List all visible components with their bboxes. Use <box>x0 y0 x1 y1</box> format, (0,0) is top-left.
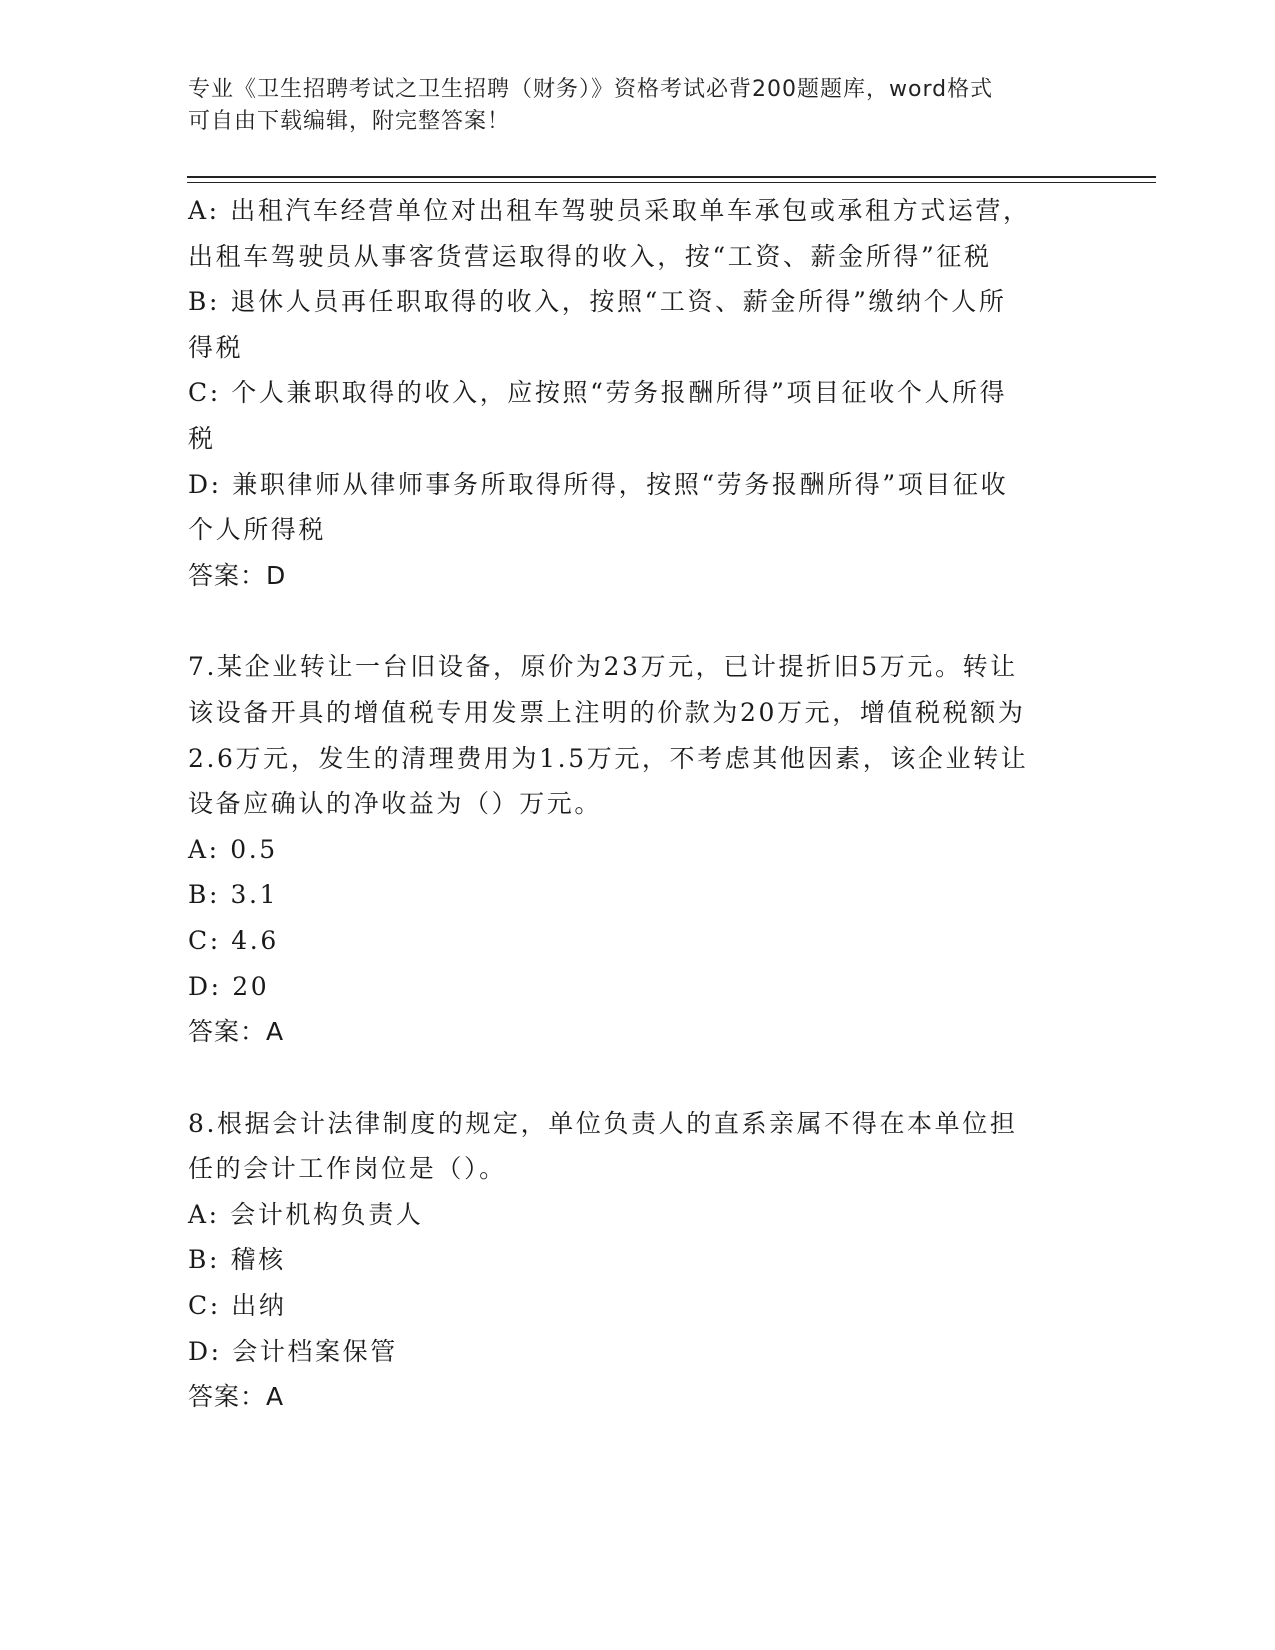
header-rule-thin <box>187 182 1156 183</box>
spacer <box>188 598 1088 644</box>
q6-option-a-line-1: A: 出租汽车经营单位对出租车驾驶员采取单车承包或承租方式运营， <box>188 196 1031 225</box>
header-title-line-1: 专业《卫生招聘考试之卫生招聘（财务）》资格考试必背200题题库，word格式 <box>188 77 994 102</box>
q8-option-a: A: 会计机构负责人 <box>188 1199 424 1229</box>
question-8 <box>188 1101 1088 1420</box>
header-rule-thick <box>187 176 1156 178</box>
question-7 <box>188 644 1088 1054</box>
q7-stem-line-1: 7.某企业转让一台旧设备，原价为23万元，已计提折旧5万元。转让 <box>188 652 1018 682</box>
spacer <box>188 1055 1088 1101</box>
header-title-line-2: 可自由下载编辑，附完整答案！ <box>188 109 511 134</box>
q7-option-a: A: 0.5 <box>188 834 278 864</box>
q6-option-d-line-1: D: 兼职律师从律师事务所取得所得，按照“劳务报酬所得”项目征收 <box>188 469 1009 499</box>
q8-stem-line-1: 8.根据会计法律制度的规定，单位负责人的直系亲属不得在本单位担 <box>188 1108 1018 1138</box>
q7-option-b: B: 3.1 <box>188 880 279 910</box>
q8-option-d: D: 会计档案保管 <box>188 1336 398 1366</box>
q6-option-b-line-1: B: 退休人员再任职取得的收入，按照“工资、薪金所得”缴纳个人所 <box>188 287 1007 317</box>
q7-stem-line-4: 设备应确认的净收益为（）万元。 <box>188 789 603 819</box>
q7-answer: 答案：A <box>188 1017 285 1047</box>
q8-option-b: B: 稽核 <box>188 1245 286 1275</box>
document-header <box>188 74 1068 138</box>
q6-answer: 答案：D <box>188 560 287 590</box>
q7-option-d: D: 20 <box>188 971 270 1001</box>
question-6-options <box>188 188 1088 598</box>
q6-option-a-line-2: 出租车驾驶员从事客货营运取得的收入，按“工资、薪金所得”征税 <box>188 241 992 271</box>
q6-option-c-line-1: C: 个人兼职取得的收入，应按照“劳务报酬所得”项目征收个人所得 <box>188 378 1008 408</box>
q7-option-c: C: 4.6 <box>188 925 279 955</box>
q7-stem-line-2: 该设备开具的增值税专用发票上注明的价款为20万元，增值税税额为 <box>188 697 1026 727</box>
question-content <box>188 188 1088 1420</box>
q7-stem-line-3: 2.6万元，发生的清理费用为1.5万元，不考虑其他因素，该企业转让 <box>188 743 1029 773</box>
q8-answer: 答案：A <box>188 1382 285 1412</box>
q8-option-c: C: 出纳 <box>188 1291 287 1321</box>
q6-option-c-line-2: 税 <box>188 423 216 453</box>
q6-option-d-line-2: 个人所得税 <box>188 515 327 545</box>
q8-stem-line-2: 任的会计工作岗位是（）。 <box>188 1154 507 1184</box>
q6-option-b-line-2: 得税 <box>188 332 244 362</box>
